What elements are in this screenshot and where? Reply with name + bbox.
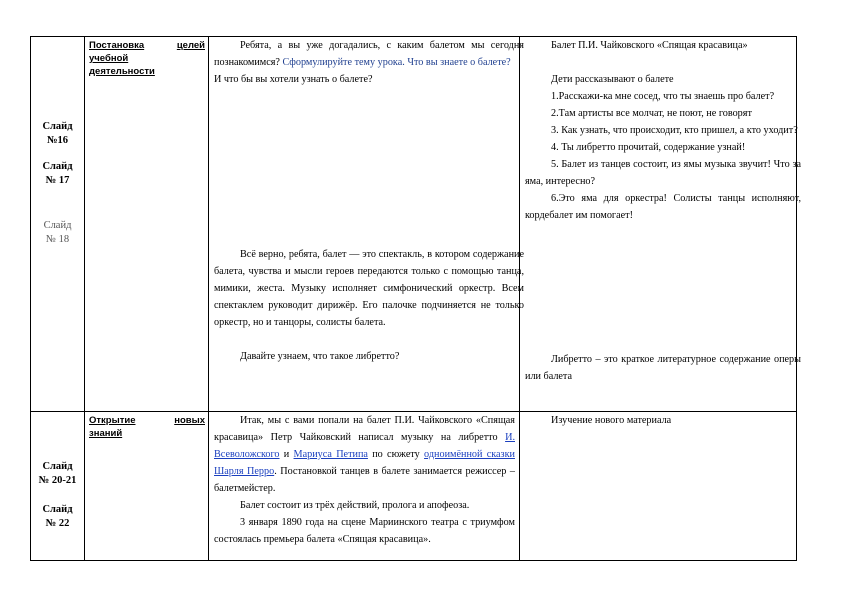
- teacher-cell: [209, 37, 524, 412]
- table-row: [31, 37, 797, 412]
- teacher-story: Итак, мы с вами попали на балет П.И. Чайковского «Спящая красавица» Петр Чайковский написал музыку на либретто И. Всеволожского и Мариуса Петипа по сюжету одноимённой сказки Шарля Перро. Постановкой танцев в балете занимается режиссер – балетмейстер.: [214, 415, 515, 494]
- link-petipa[interactable]: Мариуса Петипа: [293, 449, 368, 460]
- teacher-question: Ребята, а вы уже догадались, с каким балетом мы сегодня познакомимся? Сформулируйте тему урока. Что вы знаете о балете?: [214, 40, 524, 68]
- libretto-definition: Либретто – это краткое литературное содержание оперы или балета: [525, 354, 801, 382]
- ballet-title: Балет П.И. Чайковского «Спящая красавица»: [551, 40, 748, 51]
- slide-label: Слайд № 17: [42, 161, 73, 186]
- teacher-question: И что бы вы хотели узнать о балете?: [214, 74, 373, 85]
- list-item: 4. Ты либретто прочитай, содержание узнай!: [551, 142, 746, 153]
- slide-label: Слайд №16: [42, 121, 73, 146]
- students-activity: Изучение нового материала: [551, 415, 672, 426]
- list-item: 2.Там артисты все молчат, не поют, не говорят: [551, 108, 752, 119]
- table-row: [31, 412, 797, 561]
- students-cell: [520, 37, 801, 412]
- link-perrault[interactable]: Шарля Перро: [214, 466, 275, 477]
- teacher-explanation: Всё верно, ребята, балет — это спектакль, в котором содержание балета, чувства и мысли героев передаются только с помощью танца, мимики, жеста. Музыку исполняет симфонический оркестр. Всем спектаклем руководит дирижёр. Его палочке подчиняется не только оркестр, но и танцоры, солисты балета.: [214, 249, 524, 328]
- list-item: 5. Балет из танцев состоит, из ямы музыка звучит! Что за яма, интересно?: [525, 159, 801, 187]
- link-fairy-tale[interactable]: одноимённой сказки: [424, 449, 515, 460]
- teacher-cell: [209, 412, 520, 561]
- students-intro: Дети рассказывают о балете: [551, 74, 674, 85]
- list-item: 1.Расскажи-ка мне сосед, что ты знаешь про балет?: [551, 91, 775, 102]
- teacher-question: Давайте узнаем, что такое либретто?: [240, 351, 400, 362]
- stage-title: Открытие новых знаний: [89, 415, 205, 439]
- teacher-story: Балет состоит из трёх действий, пролога и апофеоза.: [240, 500, 470, 511]
- stage-cell: [85, 412, 209, 561]
- link-vsevolozhsky[interactable]: И. Всеволожского: [214, 432, 515, 460]
- slides-cell: [31, 412, 85, 561]
- slide-label: Слайд № 18: [43, 220, 72, 245]
- stage-cell: [85, 37, 209, 412]
- students-cell: [520, 412, 797, 561]
- slide-label: Слайд № 20-21: [38, 461, 77, 486]
- list-item: 6.Это яма для оркестра! Солисты танцы исполняют, кордебалет им помогает!: [525, 193, 801, 221]
- stage-title: Постановка целей учебной деятельности: [89, 40, 205, 77]
- slides-cell: [31, 37, 85, 412]
- list-item: 3. Как узнать, что происходит, кто пришел, а кто уходит?: [551, 125, 798, 136]
- lesson-plan-table: [30, 36, 801, 561]
- teacher-story: 3 января 1890 года на сцене Мариинского театра с триумфом состоялась премьера балета «Спящая красавица».: [214, 517, 515, 545]
- slide-label: Слайд № 22: [42, 504, 73, 529]
